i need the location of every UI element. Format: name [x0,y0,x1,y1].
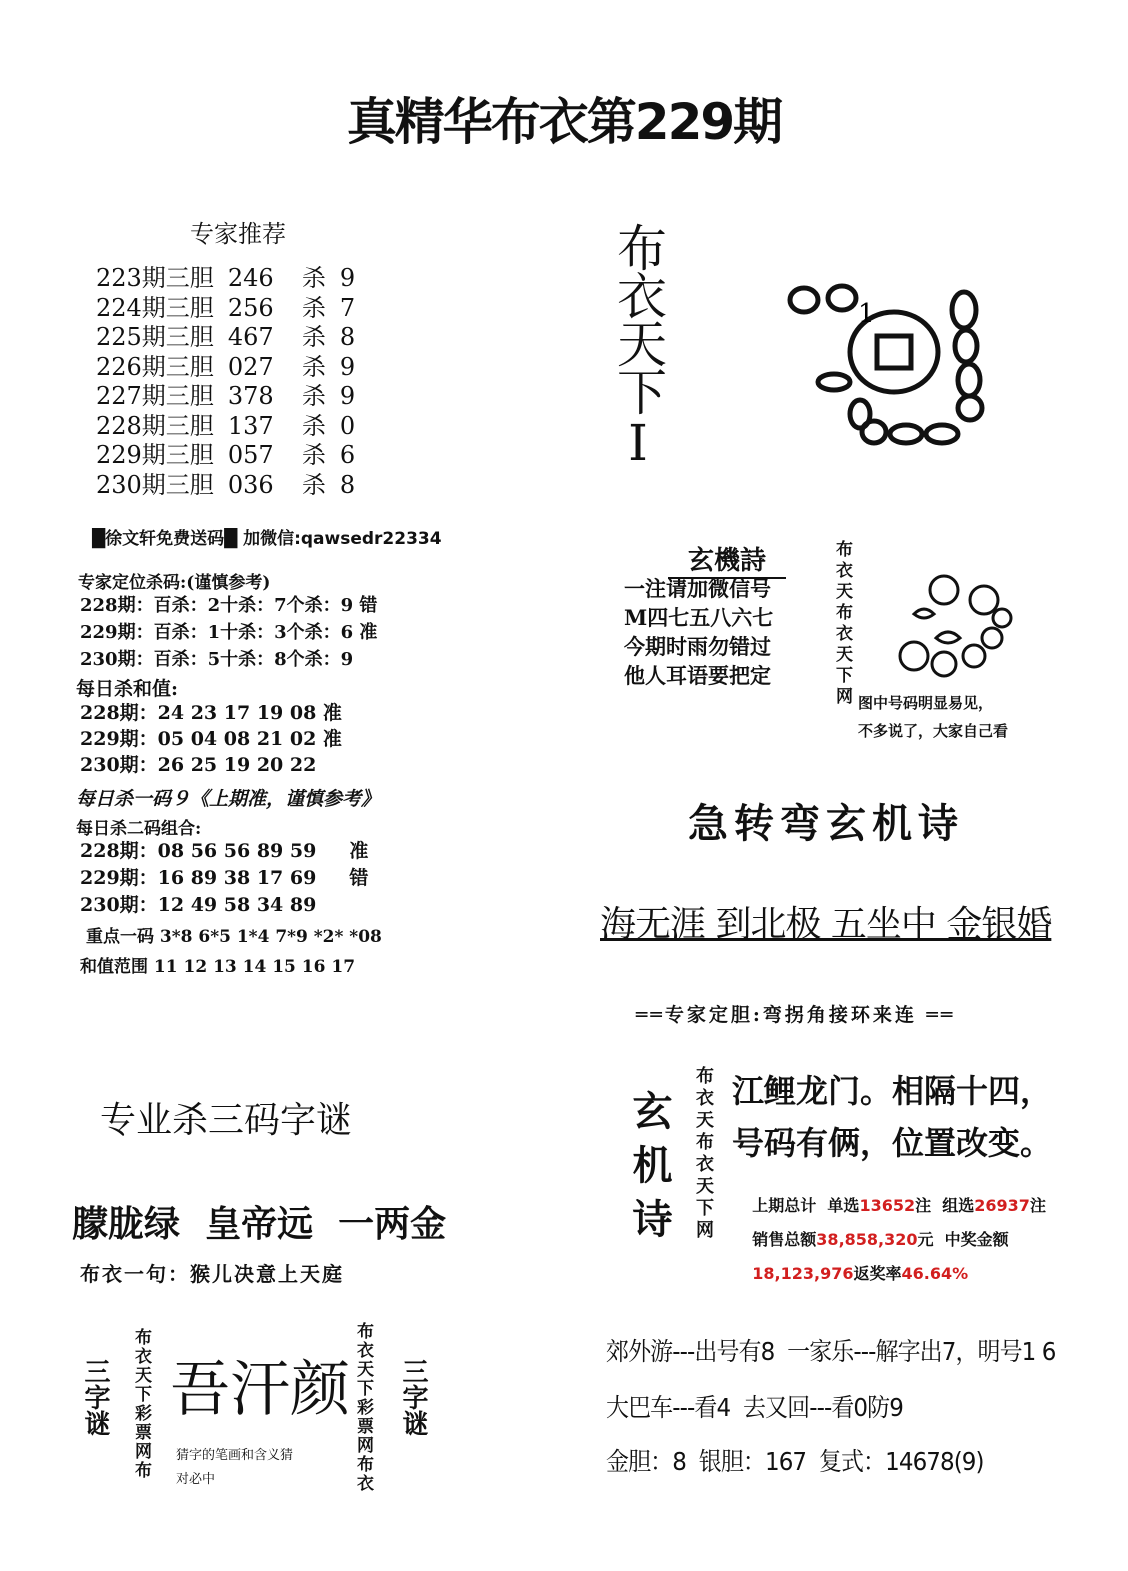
jiaowai-line1: 郊外游---出号有8 一家乐---解字出7，明号1 6 [606,1337,1056,1366]
jizhuan-heading: 急转弯玄机诗 [688,800,964,847]
row-period: 225期三胆 [96,323,214,351]
riddle-sentence: 布衣一句：猴儿决意上天庭 [80,1262,344,1286]
sum-heading: 每日杀和值: [76,678,179,700]
poem-panel [594,540,1054,746]
xuanji-panel [600,1060,1060,1283]
coin-digit: 1 [858,299,875,329]
yuan-label: 元 中奖金额 [917,1230,1009,1249]
row-period: 230期三胆 [96,470,214,499]
coin-icon [818,374,850,390]
group-count: 26937 [974,1196,1030,1215]
coin-icon [963,645,985,667]
coin-icon [828,286,856,310]
data-row: 今期时雨勿错过 [624,634,771,659]
sanzi-hint1: 猜字的笔画和含义猜 [176,1448,294,1463]
single-count: 13652 [859,1196,916,1215]
coin-icon [932,652,956,676]
coin-icon [930,576,958,604]
expert-row [96,412,355,442]
xuanji-prize [730,1242,968,1303]
row-kill: 杀 [301,382,326,410]
row-kill-num: 0 [339,411,356,440]
buyi-panel [594,222,1024,474]
prize-amount: 18,123,976 [752,1264,854,1283]
coin-icon [958,396,982,420]
two-heading: 每日杀二码组合: [76,819,202,839]
expert-panel [70,212,460,512]
jiaowai-line3: 金胆：8 银胆：167 复式：14678(9) [606,1447,984,1476]
zhu-label: 注 组选 [915,1196,975,1215]
row-kill-num: 9 [339,352,356,381]
coin-icon [900,642,928,670]
coin-icon [890,425,922,443]
xuanji-line1: 江鲤龙门。相隔十四， [732,1072,1053,1110]
row-nums: 256 [227,293,274,322]
riddle-words: 朦胧绿 皇帝远 一两金 [72,1204,447,1245]
jiaowai-line2: 大巴车---看4 去又回---看0防9 [606,1393,903,1422]
poem-note1: 图中号码明显易见， [858,694,994,712]
expert-row [96,353,355,383]
stats-panel [70,560,460,1010]
row-nums: 378 [227,382,274,410]
row-nums: 036 [227,470,274,499]
zhu-label: 注 [1029,1196,1046,1215]
jizhuan-line: 海无涯 到北极 五坐中 金银婚 [600,904,1052,945]
data-row: 229期：16 89 38 17 69 错 [80,867,369,889]
data-row: 一注请加微信号 [624,576,771,601]
sanzi-big: 吾汗颜 [170,1355,350,1425]
row-kill-num: 7 [339,293,356,322]
expert-row [96,264,355,294]
expert-row [96,294,355,324]
row-kill-num: 8 [339,470,356,499]
total-label: 上期总计 单选 [752,1196,860,1215]
one-code: 每日杀一码９《上期准，谨慎参考》 [76,788,381,810]
promo-line: █徐文轩免费送码█ 加微信:qawsedr22334 [92,529,442,549]
row-period: 228期三胆 [96,411,214,440]
row-period: 223期三胆 [96,264,214,292]
row-kill-num: 6 [339,441,356,469]
coin-icon [993,609,1011,627]
poem-note2: 不多说了，大家自己看 [858,722,1009,740]
row-nums: 467 [227,323,274,351]
row-period: 224期三胆 [96,293,214,322]
row-kill: 杀 [301,352,326,381]
coin-icon [926,425,958,443]
rate-label: 返奖率 [853,1264,902,1283]
data-row: M四七五八六七 [624,605,774,630]
coin-icon [955,330,977,362]
coin-icon [862,421,886,443]
data-row: 229期：百杀：1十杀：3个杀：6 准 [80,622,378,643]
coin-drawing-small [884,570,1034,680]
row-period: 226期三胆 [96,352,214,381]
coin-drawing [774,272,1024,472]
row-kill-num: 9 [339,382,356,410]
expert-row [96,471,355,501]
expert-row [96,323,355,353]
data-row: 230期：26 25 19 20 22 [80,754,317,776]
pos-heading: 专家定位杀码:(谨慎参考) [78,573,271,593]
row-period: 229期三胆 [96,441,214,469]
row-kill-num: 9 [339,264,356,292]
row-kill: 杀 [301,411,326,440]
data-row: 228期：24 23 17 19 08 准 [80,702,342,724]
rate-value: 46.64% [901,1264,969,1283]
sanzi-right-vertical: 布衣天下彩票网布衣 [353,1322,373,1493]
data-row: 230期：12 49 58 34 89 [80,894,317,916]
expert-row [96,382,355,412]
data-row: 228期：08 56 56 89 59 准 [80,840,369,862]
row-period: 227期三胆 [96,382,214,410]
coin-icon [982,628,1002,648]
sanzi-left-vertical: 布衣天下彩票网布 [131,1328,151,1480]
coin-icon [958,364,980,396]
poem-lines [624,574,773,690]
expert-row [96,441,355,471]
xuanji-small-vertical: 布衣天布衣天下网 [693,1066,714,1242]
two-rows [80,838,368,919]
coin-square-icon [877,336,911,368]
sanzi-panel [70,1318,460,1518]
row-nums: 027 [227,352,274,381]
xuanji-big-vertical: 玄机诗 [626,1090,673,1252]
coin-icon [952,292,976,328]
xuanji-line2: 号码有俩，位置改变。 [732,1124,1053,1162]
coin-icon [970,586,998,614]
expert-heading: 专家推荐 [190,220,286,248]
riddle-heading: 专业杀三码字谜 [100,1100,353,1141]
ingot-icon [936,632,960,643]
sanzi-left-label: 三字谜 [80,1358,110,1436]
poem-side-vertical: 布衣天布衣天下网 [832,540,852,708]
page-title: 真精华布衣第229期 [346,93,782,151]
sum-range: 和值范围 11 12 13 14 15 16 17 [80,957,356,977]
row-kill: 杀 [301,293,326,322]
sum-rows [80,700,342,778]
row-nums: 057 [227,441,274,469]
expert-rows [96,264,355,500]
sanzi-hint2: 对必中 [176,1472,216,1487]
row-kill: 杀 [301,323,326,351]
sanzi-right-label: 三字谜 [398,1358,428,1436]
buyi-vertical: 布衣天下I [609,222,667,470]
row-kill: 杀 [301,264,326,292]
poem-heading: 玄機詩 [668,540,786,579]
row-kill-num: 8 [339,323,356,351]
ingot-icon [914,609,934,618]
data-row: 230期：百杀：5十杀：8个杀：9 [80,649,354,670]
data-row: 229期：05 04 08 21 02 准 [80,728,342,750]
row-kill: 杀 [301,470,326,499]
data-row: 他人耳语要把定 [624,663,771,688]
pos-rows [80,592,377,673]
data-row: 228期：百杀：2十杀：7个杀：9 错 [80,595,378,616]
sales-amount: 38,858,320 [816,1230,918,1249]
row-nums: 246 [227,264,274,292]
key-code: 重点一码 3*8 6*5 1*4 7*9 *2* *08 [86,927,382,947]
dingdan-heading: ══专家定胆:弯拐角接环来连 ══ [636,1004,956,1026]
coin-icon [790,288,818,312]
row-kill: 杀 [301,441,326,469]
sales-label: 销售总额 [752,1230,817,1249]
row-nums: 137 [227,411,274,440]
